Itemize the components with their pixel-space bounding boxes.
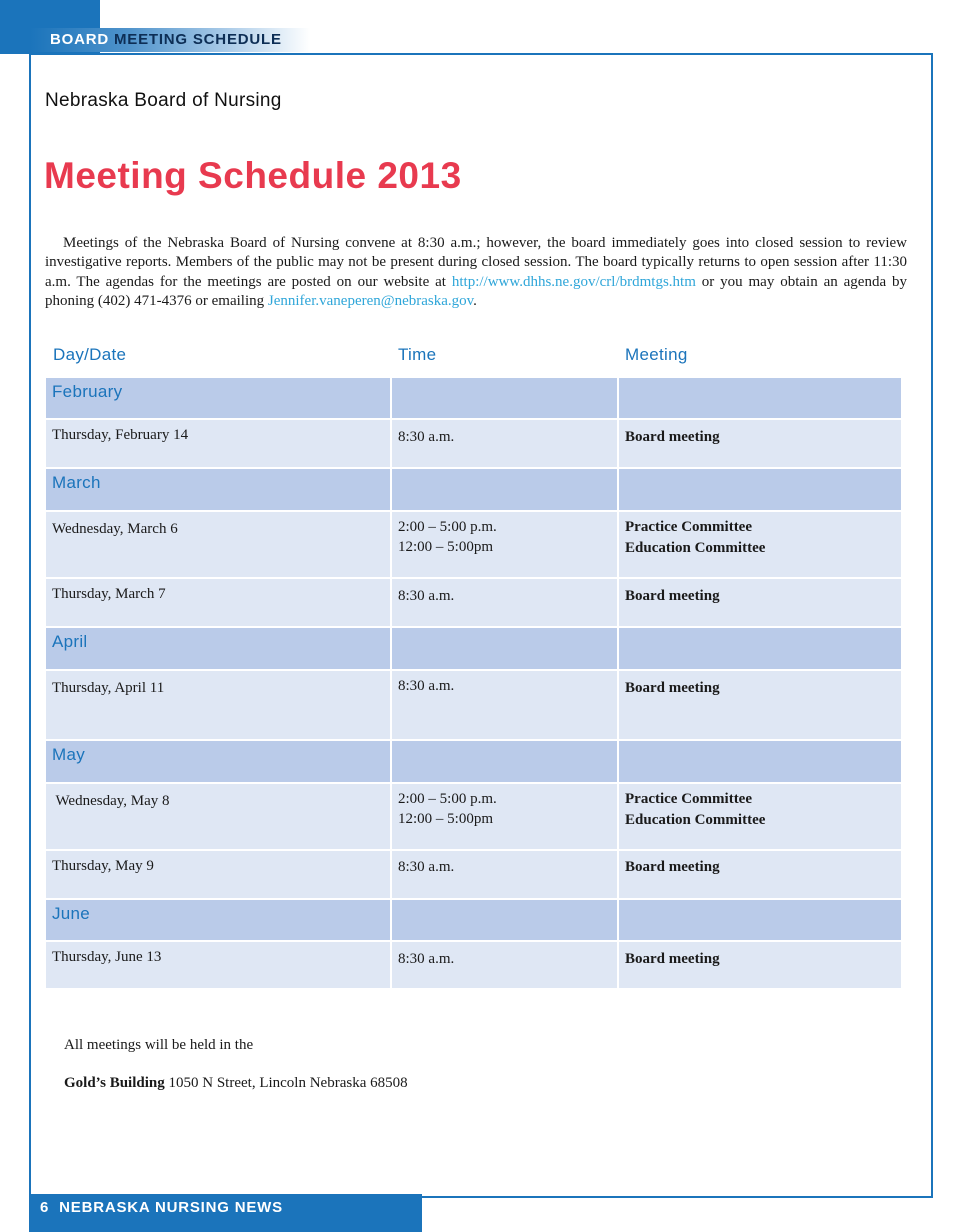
meeting-cell [618, 670, 902, 740]
intro-text-2: or you may obtain an agenda by phoning (402) 471-4376 or emailing [45, 273, 907, 309]
location-address [64, 1075, 408, 1092]
time-text: 8:30 a.m. [398, 951, 455, 967]
meeting-text: Board meeting [625, 680, 720, 696]
schedule-table [44, 376, 903, 990]
date-text: Thursday, April 11 [52, 680, 165, 696]
month-row [45, 468, 902, 511]
website-link[interactable]: http://www.dhhs.ne.gov/crl/brdmtgs.htm [451, 273, 696, 290]
time-text-secondary: 12:00 – 5:00pm [398, 811, 494, 827]
date-text: Thursday, February 14 [52, 427, 189, 443]
date-text: Thursday, May 9 [52, 858, 154, 874]
column-header-date: Day/Date [53, 345, 127, 364]
month-spacer-cell [618, 899, 902, 941]
date-cell [45, 670, 391, 740]
time-cell [391, 670, 618, 740]
time-text: 8:30 a.m. [398, 859, 455, 875]
meeting-text-secondary: Education Committee [625, 540, 766, 556]
table-row [45, 511, 902, 578]
meeting-text-secondary: Education Committee [625, 812, 766, 828]
month-spacer-cell [391, 740, 618, 783]
month-label: May [52, 745, 86, 764]
page-title: Meeting Schedule 2013 [44, 155, 462, 196]
organization-name: Nebraska Board of Nursing [45, 90, 282, 111]
table-row [45, 783, 902, 850]
date-cell [45, 511, 391, 578]
time-cell [391, 578, 618, 627]
month-label: June [52, 904, 91, 923]
month-spacer-cell [391, 627, 618, 670]
table-row [45, 578, 902, 627]
street-address: 1050 N Street, Lincoln Nebraska 68508 [164, 1075, 408, 1091]
meeting-cell [618, 578, 902, 627]
month-label: April [52, 632, 88, 651]
month-cell [45, 377, 391, 419]
date-text: Thursday, March 7 [52, 586, 166, 602]
intro-text-3: . [473, 292, 477, 309]
month-row [45, 627, 902, 670]
month-label: March [52, 473, 101, 492]
location-note: All meetings will be held in the [64, 1037, 254, 1053]
table-row [45, 850, 902, 899]
date-cell [45, 419, 391, 468]
date-cell [45, 578, 391, 627]
date-text: Wednesday, May 8 [52, 793, 170, 809]
month-cell [45, 899, 391, 941]
month-spacer-cell [618, 377, 902, 419]
meeting-cell [618, 783, 902, 850]
page-number: 6 [40, 1199, 50, 1216]
meeting-cell [618, 941, 902, 989]
table-row [45, 670, 902, 740]
month-row [45, 377, 902, 419]
month-cell [45, 627, 391, 670]
meeting-text: Board meeting [625, 588, 720, 604]
month-spacer-cell [391, 468, 618, 511]
date-cell [45, 941, 391, 989]
email-link[interactable]: Jennifer.vaneperen@nebraska.gov [267, 292, 474, 309]
date-cell [45, 783, 391, 850]
section-header-part1: BOARD [50, 31, 109, 48]
month-row [45, 899, 902, 941]
month-row [45, 740, 902, 783]
building-name: Gold’s Building [64, 1075, 165, 1091]
table-row [45, 941, 902, 989]
publication-name: NEBRASKA NURSING NEWS [59, 1199, 283, 1216]
table-row [45, 419, 902, 468]
time-text: 8:30 a.m. [398, 588, 455, 604]
time-text: 8:30 a.m. [398, 429, 455, 445]
meeting-cell [618, 511, 902, 578]
month-cell [45, 740, 391, 783]
section-header [50, 30, 282, 50]
month-cell [45, 468, 391, 511]
time-text: 8:30 a.m. [398, 678, 455, 694]
meeting-text: Board meeting [625, 951, 720, 967]
month-spacer-cell [391, 377, 618, 419]
month-spacer-cell [391, 899, 618, 941]
date-text: Wednesday, March 6 [52, 521, 178, 537]
footer-text [40, 1198, 283, 1218]
time-text-secondary: 12:00 – 5:00pm [398, 539, 494, 555]
month-spacer-cell [618, 468, 902, 511]
section-header-part2: MEETING [113, 31, 188, 48]
meeting-cell [618, 850, 902, 899]
time-text: 2:00 – 5:00 p.m. [398, 519, 497, 535]
date-cell [45, 850, 391, 899]
meeting-text: Practice Committee [625, 791, 753, 807]
month-spacer-cell [618, 627, 902, 670]
month-label: February [52, 382, 123, 401]
month-spacer-cell [618, 740, 902, 783]
meeting-text: Board meeting [625, 429, 720, 445]
date-text: Thursday, June 13 [52, 949, 162, 965]
time-cell [391, 783, 618, 850]
meeting-text: Practice Committee [625, 519, 753, 535]
time-cell [391, 941, 618, 989]
time-cell [391, 419, 618, 468]
column-header-meeting: Meeting [625, 345, 688, 364]
column-header-time: Time [398, 345, 437, 364]
time-cell [391, 850, 618, 899]
intro-text-1: Meetings of the Nebraska Board of Nursing convene at 8:30 a.m.; however, the board immediately goes into closed session to review investigative reports. Members of the public may not be present during closed session. The board typically returns to open session after 11:30 a.m. The agendas for the meetings are posted on our website at [45, 235, 907, 290]
meeting-text: Board meeting [625, 859, 720, 875]
meeting-cell [618, 419, 902, 468]
intro-paragraph [45, 234, 907, 311]
section-header-part3: SCHEDULE [192, 31, 282, 48]
time-cell [391, 511, 618, 578]
time-text: 2:00 – 5:00 p.m. [398, 791, 497, 807]
